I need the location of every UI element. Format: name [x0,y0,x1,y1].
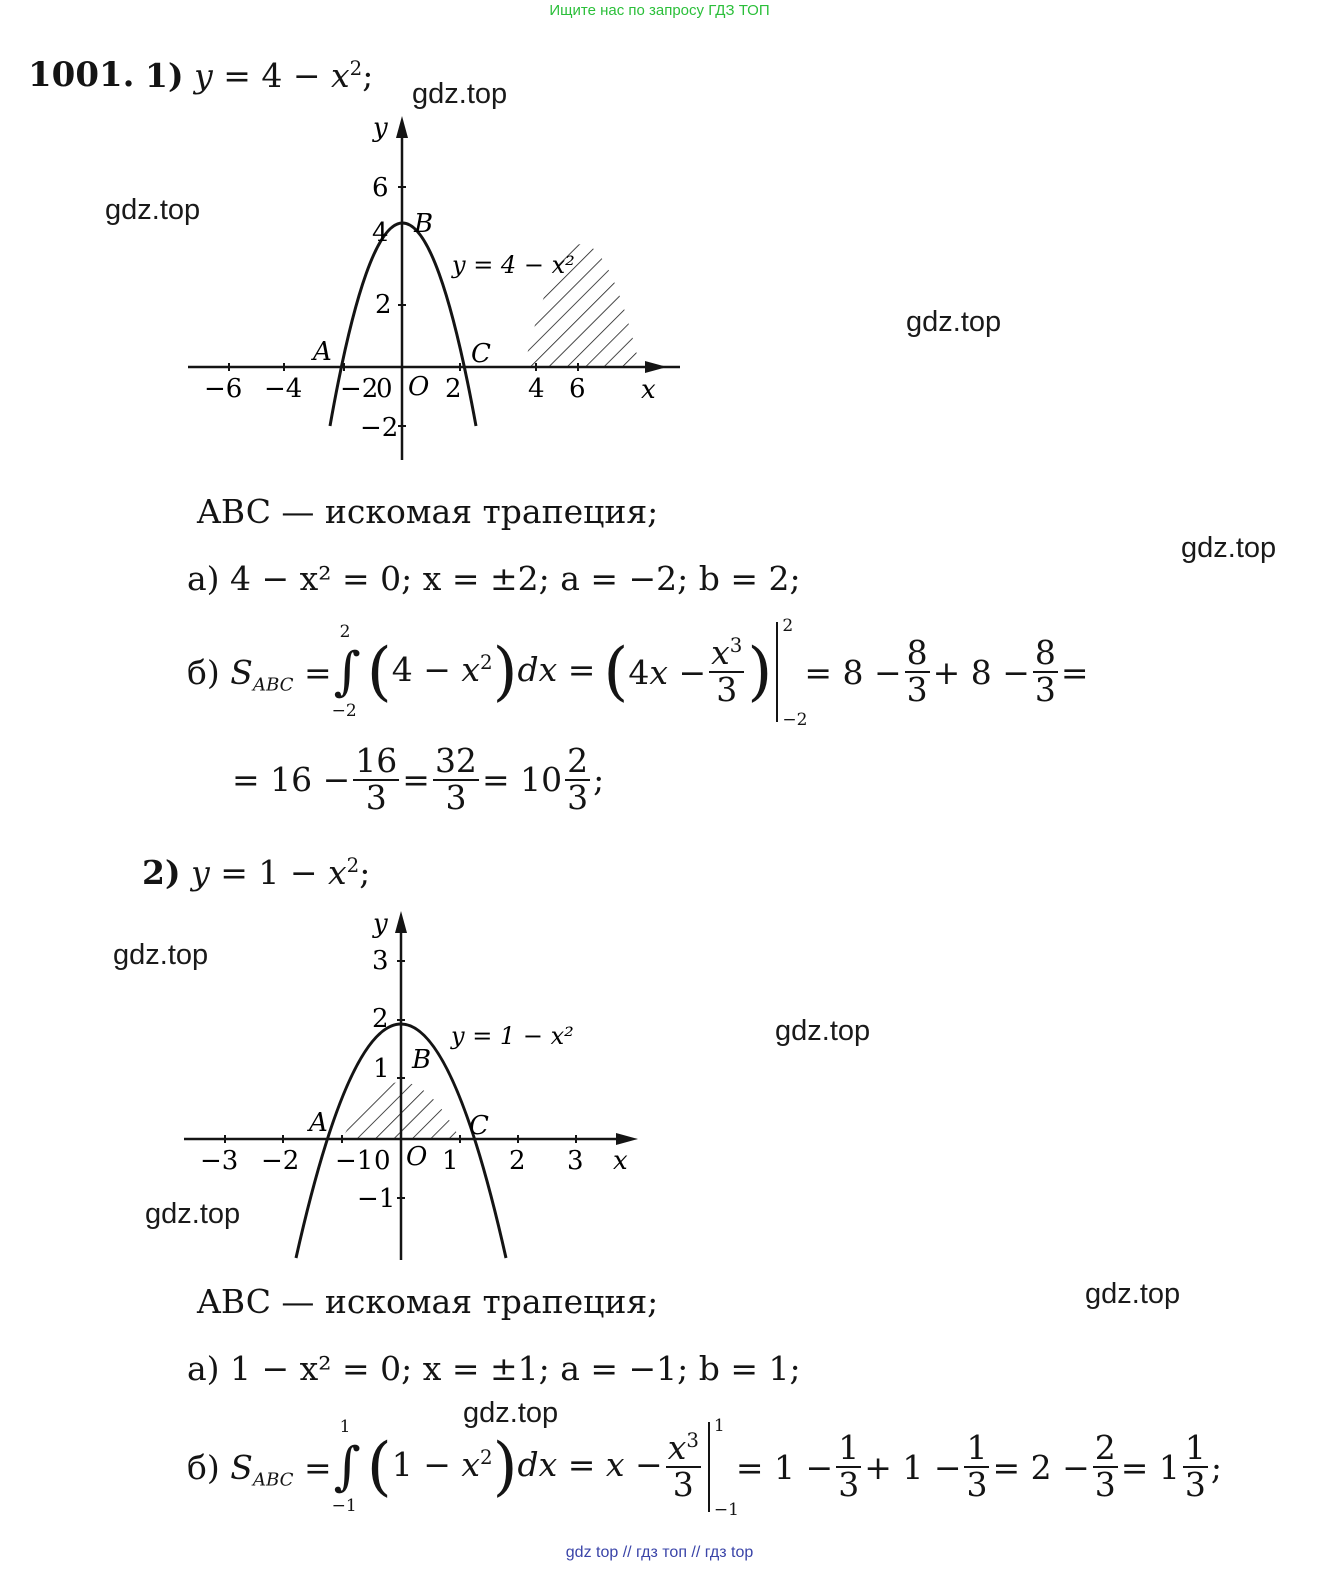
graph-1 [180,110,680,470]
x-tick: −4 [264,374,303,404]
x-tick: −1 [335,1146,374,1176]
part2-statement: ABC — искомая трапеция; [197,1282,659,1321]
watermark: gdz.top [105,194,201,226]
x-tick: −2 [261,1146,300,1176]
x-tick: 2 [445,374,462,404]
point-a-label: A [309,1108,328,1138]
point-c-label: C [471,339,491,369]
x-tick: −2 [340,374,379,404]
part2-label: 2) [142,853,181,892]
part1-heading: 1) $y = 4 - x^2$; [145,56,374,95]
y-tick: −2 [360,413,399,443]
y-axis-arrow [396,116,408,138]
part2-step-b: б) $S_{ABC}$ = ∫ 1 −1 $(1 - x^2)dx = x$ − $\frac{x^3}{3}$ 1 −1 = 1 − $\frac{1}{3}$ + 1 − $\frac{1}{3}$ = 2 − $\frac{2}{3}$ = 1 $\frac{1}{3}$ ; [187,1416,1223,1520]
watermark: gdz.top [1085,1278,1181,1310]
problem-number: 1001. [28,55,135,95]
function-label: y = 1 − x² [451,1022,574,1050]
x-axis-label: x [613,1146,628,1176]
y-tick: 6 [372,173,389,203]
watermark: gdz.top [113,939,209,971]
y-axis-arrow [395,911,407,933]
origin-label: O [408,372,430,402]
x-tick: 0 [374,1146,391,1176]
watermark: gdz.top [145,1198,241,1230]
origin-label: O [406,1142,428,1172]
y-tick: 2 [372,1004,389,1034]
point-b-label: B [412,1045,432,1075]
header-note: Ищите нас по запросу ГДЗ ТОП [549,2,770,19]
part1-statement: ABC — искомая трапеция; [197,492,659,531]
part1-step-b-cont: = 16 − $\frac{16}{3}$ = $\frac{32}{3}$ = 10 $\frac{2}{3}$ ; [232,740,605,817]
y-tick: 3 [372,946,389,976]
watermark: gdz.top [463,1397,559,1429]
point-b-label: B [414,209,434,239]
watermark: gdz.top [906,306,1002,338]
x-tick: 6 [569,374,586,404]
watermark: gdz.top [1181,532,1277,564]
part2-step-a: а) 1 − x² = 0; x = ±1; a = −1; b = 1; [187,1349,801,1388]
function-label: y = 4 − x² [452,251,575,279]
point-a-label: A [313,337,332,367]
x-tick: −3 [200,1146,239,1176]
y-tick: 4 [372,218,389,248]
x-tick: −6 [204,374,243,404]
x-axis-arrow [645,361,667,373]
x-tick: 4 [528,374,545,404]
watermark: gdz.top [775,1015,871,1047]
point-c-label: C [469,1111,489,1141]
graph-2 [180,905,650,1265]
part1-label: 1) [145,56,184,95]
x-tick: 3 [567,1146,584,1176]
part1-step-b: б) $S_{ABC}$ = ∫ 2 −2 $(4 - x^2)dx$ = ( 4x − $\frac{x^3}{3}$ ) 2 −2 = 8 − $\frac{8}{3}$ + 8 − $\frac{8}{3}$ = [187,616,1089,730]
x-tick: 2 [509,1146,526,1176]
y-axis-label: y [373,113,388,143]
x-axis-arrow [616,1133,638,1145]
x-tick: 0 [376,374,393,404]
y-tick: 1 [373,1054,390,1084]
y-axis-label: y [373,909,388,939]
x-tick: 1 [442,1146,459,1176]
footer-note: gdz top // гдз топ // гдз top [565,1544,754,1561]
x-axis-label: x [641,375,656,405]
y-tick: 2 [375,290,392,320]
part1-step-a: а) 4 − x² = 0; x = ±2; a = −2; b = 2; [187,559,801,598]
watermark: gdz.top [412,78,508,110]
part2-heading: 2) $y = 1 - x^2$; [142,853,371,892]
y-tick: −1 [357,1184,396,1214]
